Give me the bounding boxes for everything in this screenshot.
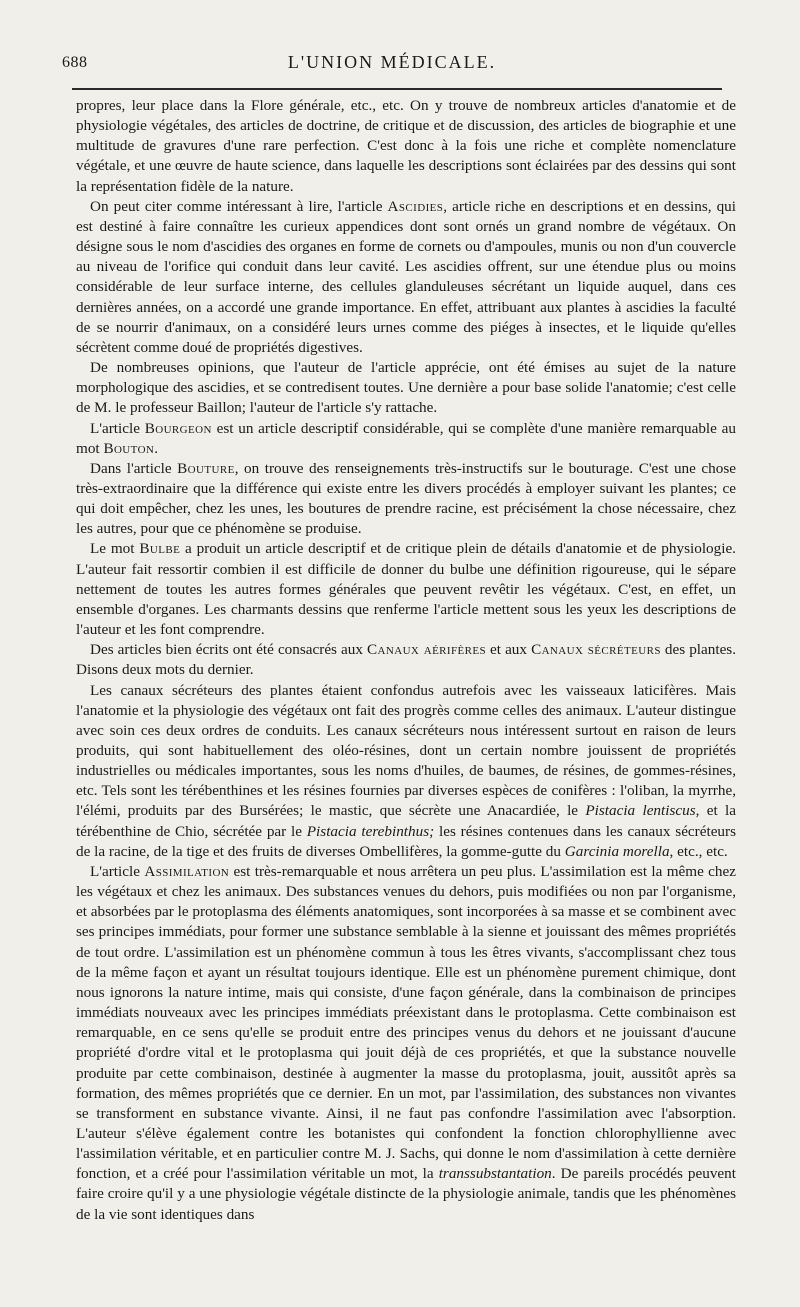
text-run: On peut citer comme intéressant à lire, l'article (90, 197, 388, 215)
article-term: Canaux aérifères (367, 641, 486, 659)
latin-name: Garcinia morella (564, 842, 670, 860)
text-run: et aux (486, 641, 532, 659)
header-rule (72, 88, 722, 90)
text-run: . De pareils procédés peuvent faire croire qu'il y a une physiologie végétale distincte de la physiologie animale, tandis que les phénomènes de la vie sont identiques dans (76, 1165, 736, 1223)
article-body (76, 96, 736, 1225)
page-number: 688 (62, 54, 88, 71)
article-term: Assimilation (144, 862, 230, 880)
article-term: Ascidies (387, 197, 444, 215)
text-run: Le mot (90, 540, 140, 558)
paragraph (76, 640, 736, 680)
text-run: , on trouve des renseignements très-instructifs sur le bouturage. C'est une chose très-extraordinaire que la différence qui existe entre les divers procédés à employer suivant les plantes; ce qui doit empêcher, chez les unes, les boutures de prendre racine, est précisément la chose nécessaire, chez les autres, pour que ce phénomène se produise. (76, 459, 736, 538)
paragraph (76, 681, 736, 862)
text-run: L'article (90, 419, 145, 437)
text-run: , etc., etc. (669, 842, 728, 860)
text-run: L'article (90, 862, 145, 880)
paragraph (76, 539, 736, 640)
article-term: Canaux sécréteurs (531, 641, 661, 659)
text-run: les résines contenues dans les canaux sécréteurs de la racine, de la tige et des fruits de diverses Ombellifères, la gomme-gutte du (76, 822, 736, 860)
article-term: Bouton (103, 439, 155, 457)
text-run: a produit un article descriptif et de critique plein de détails d'anatomie et de physiologie. L'auteur fait ressortir combien il est difficile de donner du bulbe une définition rigoureuse, qui le sépare nettement de toutes les autres formes générales que peuvent revêtir les végétaux. C'est, en effet, un ensemble d'organes. Les charmants dessins que renferme l'article mettent sous les yeux les descriptions de l'auteur et les font comprendre. (76, 540, 736, 639)
text-run: Dans l'article (90, 459, 178, 477)
article-term: Bourgeon (144, 419, 212, 437)
text-run: est un article descriptif considérable, qui se complète d'une manière remarquable au mot (76, 419, 736, 457)
text-run: Les canaux sécréteurs des plantes étaient confondus autrefois avec les vaisseaux laticifères. Mais l'anatomie et la physiologie des végétaux ont fait des progrès comme celles des animaux. L'auteur distingue avec soin ces deux ordres de conduits. Les canaux sécréteurs nous intéressent surtout en raison de leurs produits, qui sont habituellement des oléo-résines, dont un certain nombre jouissent de propriétés industrielles ou médicales importantes, sous les noms d'huiles, de baumes, de résines, de gommes-résines, etc. Tels sont les térébenthines et les résines fournies par diverses espèces de conifères : l'oliban, la myrrhe, l'élémi, produits par des Bursérées; le mastic, que sécrète une Anacardiée, le (76, 681, 736, 820)
text-run: est très-remarquable et nous arrêtera un peu plus. L'assimilation est la même chez les végétaux et chez les animaux. Des substances venues du dehors, puis modifiées ou non par l'organisme, et absorbées par le protoplasma des éléments anatomiques, sont incorporées à sa masse et se combinent avec ses principes immédiats, pour former une substance semblable à la sienne et jouissant des mêmes propriétés de tout ordre. L'assimilation est un phénomène commun à tous les êtres vivants, s'accomplissant chez tous de la même façon et ayant un résultat toujours identique. Elle est un phénomène purement chimique, dont nous ignorons la nature intime, mais qui consiste, d'une façon générale, dans la combinaison de principes immédiats nouveaux avec les principes immédiats préexistant dans le protoplasma. Cette combinaison est remarquable, en ce sens qu'elle se produit entre des principes venus du dehors et ne jouissant d'aucune propriété d'ordre vital et le protoplasma qui jouit déjà de ces propriétés, et que la substance nouvelle produite par cette combinaison, destinée à augmenter la masse du protoplasma, jouit, aussitôt après sa formation, des mêmes propriétés que ce dernier. En un mot, par l'assimilation, des substances non vivantes se transforment en substance vivante. Ainsi, il ne faut pas confondre l'assimilation avec l'absorption. L'auteur s'élève également contre les botanistes qui confondent la fonction chlorophyllienne avec l'assimilation véritable, et en particulier contre M. J. Sachs, qui donne le nom d'assimilation à cette dernière fonction, et a créé pour l'assimilation véritable un mot, la (76, 862, 737, 1183)
running-title: L'UNION MÉDICALE. (287, 52, 497, 72)
latin-name: Pistacia terebinthus; (306, 822, 435, 840)
page-header (62, 52, 722, 78)
text-run: propres, leur place dans la Flore générale, etc., etc. On y trouve de nombreux articles d'anatomie et de physiologie végétales, des articles de doctrine, de critique et de discussion, des articles de biographie et une multitude de gravures d'une rare perfection. C'est donc à la fois une riche et complète nomenclature végétale, et une œuvre de haute science, dans laquelle les descriptions sont éclairées par des dessins qui sont la représentation fidèle de la nature. (76, 97, 736, 195)
paragraph (76, 862, 736, 1225)
text-run: des plantes. Disons deux mots du dernier. (76, 641, 737, 679)
article-term: Bulbe (139, 540, 181, 558)
text-run: , et la térébenthine de Chio, sécrétée par le (76, 802, 736, 840)
paragraph (76, 358, 736, 418)
latin-name: transsubstantation (438, 1165, 552, 1183)
paragraph (76, 197, 736, 358)
paragraph (76, 96, 736, 197)
text-run: . (154, 439, 159, 457)
paragraph (76, 459, 736, 540)
text-run: , article riche en descriptions et en dessins, qui est destiné à faire connaître les curieux appendices dont sont ornés un grand nombre de végétaux. On désigne sous le nom d'ascidies des organes en forme de cornets ou d'ampoules, munis ou non d'un couvercle au niveau de l'orifice qui conduit dans leur cavité. Les ascidies offrent, sur une étendue plus ou moins considérable de leur surface interne, des cellules glanduleuses sécrétant un liquide auquel, dans ces dernières années, on a accordé une grande importance. En effet, attribuant aux plantes à ascidies la faculté de se nourrir d'animaux, on a considéré leurs urnes comme des piéges à insectes, et le liquide qu'elles sécrètent comme doué de propriétés digestives. (76, 197, 737, 356)
latin-name: Pistacia lentiscus (585, 802, 696, 820)
text-run: De nombreuses opinions, que l'auteur de l'article apprécie, ont été émises au sujet de la nature morphologique des ascidies, et se contredisent toutes. Une dernière a pour base solide l'anatomie; c'est celle de M. le professeur Baillon; l'auteur de l'article s'y rattache. (76, 359, 736, 417)
article-term: Bouture (177, 459, 235, 477)
text-run: Des articles bien écrits ont été consacrés aux (90, 641, 368, 659)
paragraph (76, 419, 736, 459)
